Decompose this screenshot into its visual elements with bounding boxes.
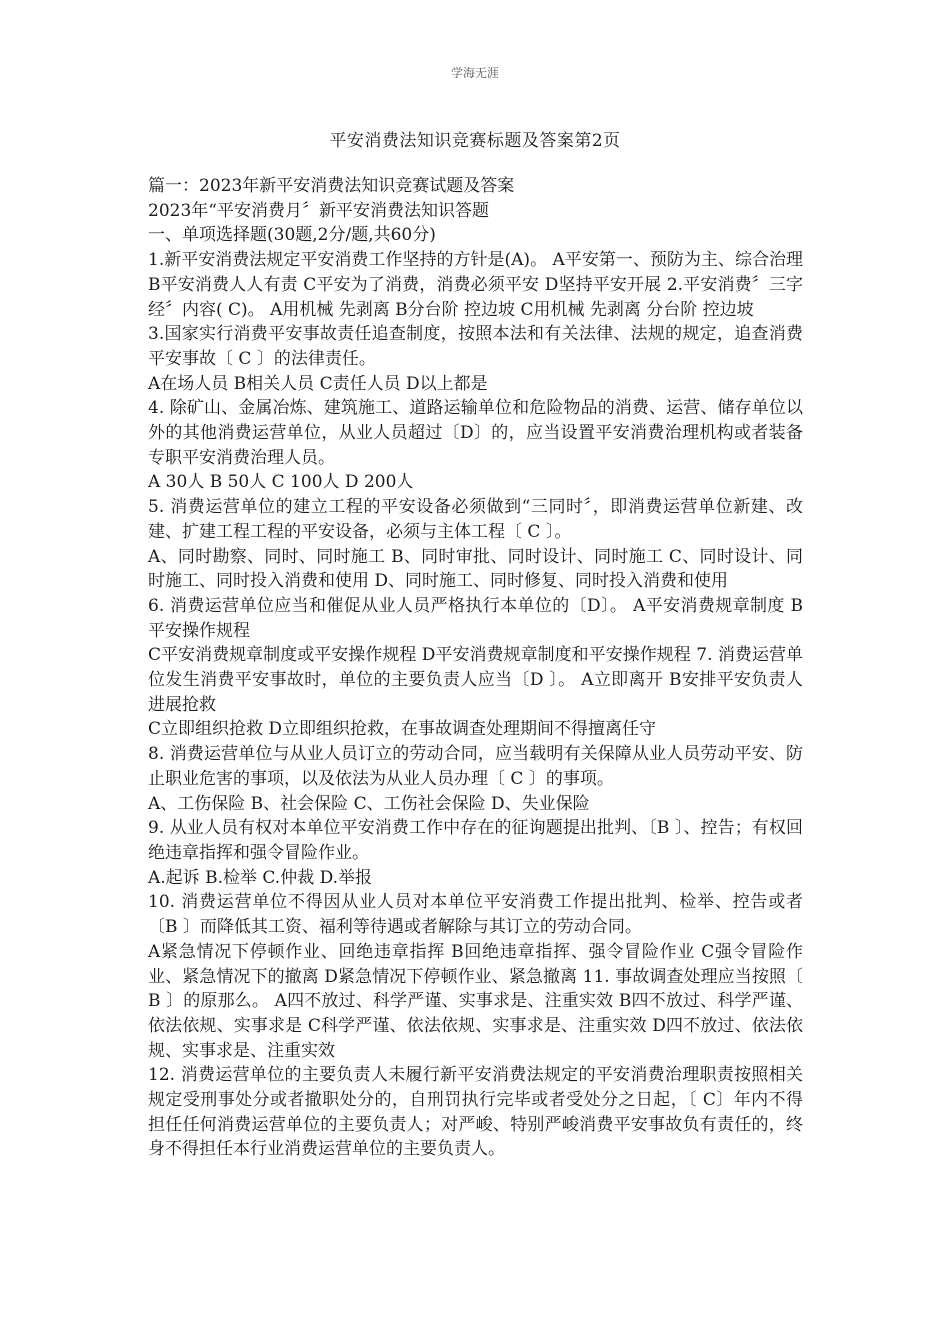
paragraph: A、同时勘察、同时、同时施工 B、同时审批、同时设计、同时施工 C、同时设计、同时施工、同时投入消费和使用 D、同时施工、同时修复、同时投入消费和使用 — [148, 546, 803, 592]
paragraph: A 30人 B 50人 C 100人 D 200人 — [148, 472, 414, 493]
document-body — [148, 174, 803, 1162]
paragraph: 4. 除矿山、金属冶炼、建筑施工、道路运输单位和危险物品的消费、运营、储存单位以外的其他消费运营单位，从业人员超过〔D〕的，应当设置平安消费治理机构或者装备专职平安消费治理人员。 — [148, 398, 803, 468]
page-header: 学海无涯 — [450, 66, 499, 80]
paragraph: 5. 消费运营单位的建立工程的平安设备必须做到“三同时〞，即消费运营单位新建、改建、扩建工程工程的平安设备，必须与主体工程〔 C 〕。 — [148, 497, 803, 542]
paragraph: 1.新平安消费法规定平安消费工作坚持的方针是(A)。 A平安第一、预防为主、综合治理 B平安消费人人有责 C平安为了消费，消费必须平安 D坚持平安开展 2.平安消费〞三字经〞内容( C)。 A用机械 先剥离 B分台阶 控边坡 C用机械 先剥离 分台阶 控边坡 — [148, 250, 803, 320]
paragraph: 12. 消费运营单位的主要负责人未履行新平安消费法规定的平安消费治理职责按照相关规定受刑事处分或者撤职处分的，自刑罚执行完毕或者受处分之日起，〔 C〕年内不得担任任何消费运营单位的主要负责人；对严峻、特别严峻消费平安事故负有责任的，终身不得担任本行业消费运营单位的主要负责人。 — [148, 1065, 803, 1160]
paragraph: A紧急情况下停顿作业、回绝违章指挥 B回绝违章指挥、强令冒险作业 C强令冒险作业、紧急情况下的撤离 D紧急情况下停顿作业、紧急撤离 11. 事故调查处理应当按照〔 B 〕的原那么。 A四不放过、科学严谨、实事求是、注重实效 B四不放过、科学严谨、依法依规、实事求是 C科学严谨、依法依规、实事求是、注重实效 D四不放过、依法依规、实事求是、注重实效 — [148, 941, 803, 1061]
paragraph: A、工伤保险 B、社会保险 C、工伤社会保险 D、失业保险 — [148, 793, 590, 814]
document-title: 平安消费法知识竞赛标题及答案第2页 — [329, 131, 621, 151]
paragraph: 一、单项选择题(30题,2分/题,共60分) — [148, 225, 436, 246]
paragraph: C平安消费规章制度或平安操作规程 D平安消费规章制度和平安操作规程 7. 消费运营单位发生消费平安事故时，单位的主要负责人应当〔D 〕。 A立即离开 B安排平安负责人进展抢救 — [148, 645, 803, 715]
paragraph: 10. 消费运营单位不得因从业人员对本单位平安消费工作提出批判、检举、控告或者〔B 〕而降低其工资、福利等待遇或者解除与其订立的劳动合同。 — [148, 892, 803, 938]
paragraph: 3.国家实行消费平安事故责任追查制度，按照本法和有关法律、法规的规定，追查消费平安事故〔 C 〕的法律责任。 — [148, 324, 803, 369]
paragraph: A.起诉 B.检举 C.仲裁 D.举报 — [148, 867, 373, 888]
paragraph: 6. 消费运营单位应当和催促从业人员严格执行本单位的〔D〕。 A平安消费规章制度 B平安操作规程 — [148, 595, 803, 641]
paragraph: 8. 消费运营单位与从业人员订立的劳动合同，应当载明有关保障从业人员劳动平安、防止职业危害的事项，以及依法为从业人员办理〔 C 〕的事项。 — [148, 744, 803, 789]
paragraph: 篇一：2023年新平安消费法知识竞赛试题及答案 — [148, 176, 515, 196]
paragraph: 2023年“平安消费月〞新平安消费法知识答题 — [148, 200, 489, 221]
paragraph: A在场人员 B相关人员 C责任人员 D以上都是 — [148, 373, 488, 394]
paragraph: 9. 从业人员有权对本单位平安消费工作中存在的征询题提出批判、〔B 〕、控告；有权回绝违章指挥和强令冒险作业。 — [148, 818, 803, 863]
paragraph: C立即组织抢救 D立即组织抢救，在事故调查处理期间不得擅离任守 — [148, 719, 657, 740]
